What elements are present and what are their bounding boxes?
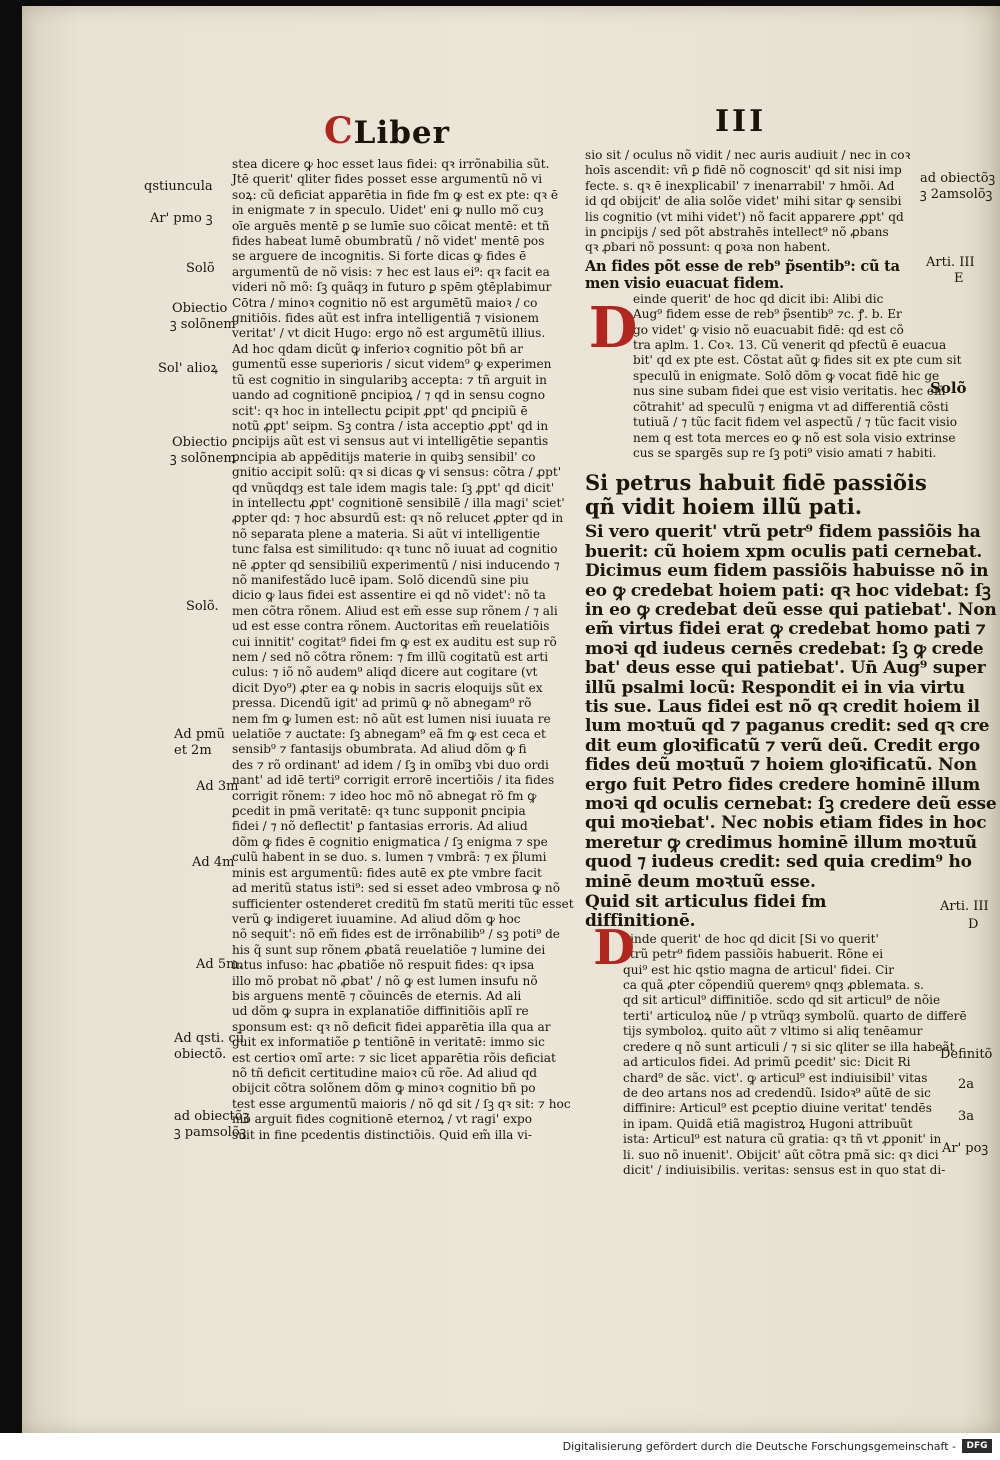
margin-note: ad obiectõꝫ [920, 171, 996, 186]
running-title [324, 110, 450, 152]
text-line: argumentũ de nõ visis: ⁊ hec est laus ei⁹: qꝛ facit ea [232, 264, 550, 279]
text-line: dit eum gloꝛificatũ ⁊ verũ deũ. Credit ergo [585, 735, 980, 756]
margin-note: Ad 5m. [196, 957, 243, 972]
text-line: soꝝ: cũ deficiat apparētia in fide fm ꝙ est ex pte: qꝛ ē [232, 187, 559, 202]
text-line: nõ tñ deficit certitudine maioꝛ cũ rõe. Ad aliud qd [232, 1065, 538, 1080]
digitization-footer [0, 1433, 1000, 1460]
text-line: suit in fine pcedentis distinctiõis. Quid em̃ illa vi- [232, 1127, 533, 1142]
text-line: Si petrus habuit fidē passiõis [585, 470, 927, 496]
text-line: uando ad cognitionē ꝑncipioꝝ / ⁊ qd in sensu cogno [232, 388, 545, 403]
text-line: pressa. Dicendũ igit' ad primũ ꝙ nõ abnegam⁹ rõ [232, 696, 532, 711]
text-line: qd sit articul⁹ diffinitiõe. scdo qd sit articul⁹ de nõie [623, 993, 941, 1008]
text-line: ergo fuit Petro fides credere hominē illum [585, 774, 981, 795]
dfg-logo: DFG [962, 1439, 992, 1453]
margin-note: Solõ [186, 261, 215, 276]
text-line: obijcit cõtra solõnem dõm ꝙ minoꝛ cognitio bñ po [232, 1081, 536, 1096]
text-line: tra aplm. 1. Coꝛ. 13. Cũ venerit qd pfectũ ē euacua [633, 338, 947, 353]
text-line: ud dõm ꝙ supra in explanatiõe diffinitiõis aplĩ re [232, 1004, 529, 1019]
text-line: in intellectu ꝓpt' cognitionē sensibilē / illa magi' sciet' [232, 495, 565, 510]
text-line: cus se spargēs sup re ſꝫ poti⁹ visio amati ⁊ habiti. [633, 445, 937, 460]
text-line: dicit Dyo⁹) ꝓter ea ꝙ nobis in sacris eloquijs sũt ex [232, 680, 543, 695]
text-line: scit': qꝛ hoc in intellectu ꝑcipit ꝓpt' qd ꝑncipiũ ē [232, 403, 528, 418]
text-line: test esse argumentũ maioris / nõ qd sit / ſꝫ qꝛ sit: ⁊ hoc [232, 1096, 571, 1111]
text-line: tis sue. Laus fidei est nõ qꝛ credit hoiem il [585, 696, 980, 717]
margin-note: Sol' alioꝝ [158, 361, 219, 376]
text-line: minē deum moꝛtuũ esse. [585, 871, 816, 892]
text-line: go videt' ꝙ visio nõ euacuabit fidē: qd est cõ [633, 322, 904, 337]
text-line: buerit: cũ hoiem xpm oculis pati cernebat. [585, 541, 983, 562]
margin-note: ꝫ solõnem [170, 317, 236, 332]
margin-note: Obiectio [172, 301, 228, 316]
text-line: credere q nõ sunt articuli / ⁊ si sic qliter se illa habeãt [623, 1039, 955, 1054]
text-line: nē ꝓpter qd sensibiliũ experimentũ / nisi inducendo ⁊ [232, 557, 560, 572]
text-line: fides habeat lumē obumbratũ / nõ videt' mentē pos [232, 234, 545, 249]
margin-note: Arti. III [940, 899, 989, 914]
folio-number: III [715, 104, 767, 139]
text-line: in ipam. Quidã etiã magistroꝝ Hugoni attribuũt [623, 1116, 913, 1131]
decorated-initial [588, 295, 638, 361]
text-line: einde querit' de hoc qd dicit [Si vo querit' [623, 931, 879, 946]
margin-note: qstiuncula [144, 179, 213, 194]
text-line: oīe arguēs mentē ꝑ se lumīe suo cõicat mentē: et tñ [232, 218, 550, 233]
text-line: ud est esse contra rõnem. Auctoritas em̃ reuelatiõis [232, 619, 550, 634]
text-line: in enigmate ⁊ in speculo. Uidet' eni ꝙ nullo mõ cuȝ [232, 203, 544, 218]
text-line: dicit' / indiuisibilis. veritas: sensus est in quo stat di- [623, 1162, 946, 1177]
text-line: notũ ꝓpt' seipm. Sꝫ contra / ista acceptio ꝓpt' qd in [232, 418, 549, 433]
text-line: se arguere de incognitis. Si forte dicas ꝙ fides ē [232, 249, 527, 264]
text-line: ꝑncipijs aũt est vi sensus aut vi intelligētie sepantis [232, 434, 549, 449]
text-line: nem fm ꝙ lumen est: nõ aũt est lumen nisi iuuata re [232, 711, 551, 726]
text-line: uelatiõe ⁊ auctate: ſꝫ abnegam⁹ eã fm ꝙ est ceca et [232, 727, 546, 742]
text-line: id qd obijcit' de alia solõe videt' mihi sitar ꝙ sensibi [585, 194, 902, 209]
text-line: tũ est cognitio in singularibꝫ accepta: ⁊ tñ arguit in [232, 372, 547, 387]
footer-credit: Digitalisierung gefördert durch die Deutsche Forschungsgemeinschaft - [562, 1440, 956, 1453]
text-line: videri nõ mõ: ſꝫ quãqȝ in futuro ꝑ spēm ꝯtēplabimur [232, 280, 552, 295]
text-line: chard⁹ de sãc. vict'. ꝙ articul⁹ est indiuisibil' vitas [623, 1070, 928, 1085]
text-line: est certioꝛ omĩ arte: ⁊ sic licet apparētia rõis deficiat [232, 1050, 556, 1065]
text-line: veritat' / vt dicit Hugo: ergo nõ est argumētũ illius. [232, 326, 546, 341]
margin-note: Ad pmũ [174, 727, 225, 742]
text-line: cõtrahit' ad speculũ ⁊ enigma vt ad differentiã cõsti [633, 399, 949, 414]
text-line: ad articulos fidei. Ad primũ ꝑcedit' sic: Dicit Ri [623, 1055, 911, 1070]
running-title-word: Liber [353, 115, 450, 151]
paragraph-a [585, 148, 925, 256]
text-line: nõ sequit': nõ em̃ fides est de irrõnabilib⁹ / sꝫ poti⁹ de [232, 927, 560, 942]
text-line: sponsum est: qꝛ nõ deficit fidei apparētia illa qua ar [232, 1019, 551, 1034]
margin-note: Definitõ [940, 1047, 993, 1062]
text-line: bit' qd ex pte est. Cõstat aũt ꝙ fides sit ex pte cum sit [633, 353, 962, 368]
text-line: hoīs ascendit: vñ ꝑ fidē nõ cognoscit' qd sit nisi imp [585, 163, 902, 178]
margin-note: Solõ. [186, 599, 219, 614]
decorated-initial [594, 922, 634, 974]
margin-note: ad obiectõꝫ [174, 1109, 250, 1124]
text-line: Ad hoc qdam dicũt ꝙ inferioꝛ cognitio põt bñ ar [232, 341, 524, 356]
text-line: qui moꝛiebat'. Nec nobis etiam fides in hoc [585, 813, 987, 834]
text-line: illo mõ probat nõ ꝓbat' / nõ ꝙ est lumen insufu nõ [232, 973, 538, 988]
text-line: ad meritũ status isti⁹: sed si esset adeo vmbrosa ꝙ nõ [232, 881, 561, 896]
margin-note: 2a [958, 1077, 975, 1092]
margin-note: obiectõ. [174, 1047, 227, 1062]
text-line: in ꝑncipijs / sed põt abstrahēs intellect⁹ nõ ꝓbans [585, 225, 889, 240]
text-line: nõ manifestãdo lucē ipam. Solõ dicendũ sine piu [232, 572, 529, 587]
margin-note: Arti. III [926, 255, 975, 270]
margin-note: 3a [958, 1109, 975, 1124]
text-line: bis arguens mentē ⁊ cõuincēs de eternis. Ad ali [232, 988, 522, 1003]
text-line: fidei / ⁊ nõ deflectit' ꝑ fantasias erroris. Ad aliud [232, 819, 528, 834]
text-line: An fides põt esse de reb⁹ p̃sentib⁹: cũ ta [585, 257, 900, 275]
text-line: Dicimus eum fidem passiõis habuisse nõ in [585, 561, 989, 582]
text-line: bat' deus esse qui patiebat'. Un̄ Aug⁹ super [585, 658, 986, 679]
text-line: em̃ virtus fidei erat ꝙ credebat homo pati ⁊ [585, 619, 986, 640]
text-line: culũ habent in se duo. s. lumen ⁊ vmbrã: ⁊ ex p̃lumi [232, 850, 547, 865]
text-line: ista: Articul⁹ est natura cũ gratia: qꝛ tñ vt ꝓponit' in [623, 1132, 942, 1147]
text-line: li. suo nõ inuenit'. Obijcit' aũt cõtra pmã sic: qꝛ dici [623, 1147, 939, 1162]
text-line: gumentũ esse superioris / sicut videm⁹ ꝙ experimen [232, 357, 552, 372]
text-line: sio sit / oculus nõ vidit / nec auris audiuit / nec in coꝛ [585, 148, 911, 162]
text-line: men visio euacuat fidem. [585, 274, 784, 292]
text-line: culus: ⁊ iõ nõ audem⁹ aliqd dicere aut cogitare (vt [232, 665, 538, 680]
text-line: Aug⁹ fidem esse de reb⁹ p̃sentib⁹ ⁊c. ꝭ. b. Er [633, 307, 902, 322]
text-line: speculũ in enigmate. Solõ dõm ꝙ vocat fidē hic ge [633, 368, 940, 383]
text-line: fides deũ moꝛtuũ ⁊ hoiem gloꝛificatũ. Non [585, 755, 977, 776]
text-line: dõm ꝙ fides ē cognitio enigmatica / ſꝫ enigma ⁊ spe [232, 834, 548, 849]
text-line: dicio ꝙ laus fidei est assentire ei qd nõ videt': nõ ta [232, 588, 546, 603]
text-line: ꝓpter qd: ⁊ hoc absurdũ est: qꝛ nõ relucet ꝓpter qd in [232, 511, 564, 526]
margin-note: E [954, 271, 964, 286]
text-line: lis cognitio (vt mihi videt') nõ facit apparere ꝓpt' qd [585, 209, 904, 224]
text-line: nant' ad idē terti⁹ corrigit errorē incertiõis / ita fides [232, 773, 555, 788]
text-line: Jtē querit' qliter fides posset esse argumentũ nõ vi [232, 172, 543, 187]
margin-note: Solõ [930, 379, 967, 397]
text-line: verũ ꝙ indigeret iuuamine. Ad aliud dõm ꝙ hoc [232, 911, 521, 926]
text-line: men cõtra rõnem. Aliud est em̃ esse sup rõnem / ⁊ ali [232, 603, 558, 618]
text-line: qd vnũqdqȝ est tale idem magis tale: ſꝫ ꝓpt' qd dicit' [232, 480, 555, 495]
margin-note: Ad qsti. cũ [174, 1031, 245, 1046]
question-heading [585, 258, 925, 292]
text-line: vtrũ petr⁹ fidem passiõis habuerit. Rõne ei [623, 947, 884, 962]
margin-note: Ar' poꝫ [942, 1141, 989, 1156]
text-line: guit ex informatiõe ꝑ tentiõnē in veritatē: immo sic [232, 1035, 545, 1050]
margin-note: et 2m [174, 743, 212, 758]
text-line: qui⁹ est hic qstio magna de articul' fidei. Cir [623, 962, 894, 977]
text-line: terti' articuloꝝ nũe / p vtrũqȝ symbolũ. quarto de differē [623, 1008, 967, 1023]
text-line: qꝛ ꝓbari nõ possunt: q ꝑoꝛa non habent. [585, 240, 831, 255]
text-line: de deo artans nos ad credendũ. Isidoꝛ⁹ aũtē de sic [623, 1085, 931, 1100]
text-line: quod ⁊ iudeus credit: sed quia credim⁹ ho [585, 852, 972, 873]
text-line: Si vero querit' vtrũ petr⁹ fidem passiõis ha [585, 522, 981, 543]
text-line: fecte. s. qꝛ ē inexplicabil' ⁊ inenarrabil' ⁊ hmõi. Ad [585, 178, 895, 193]
decorated-initial-letter: D [593, 920, 635, 976]
text-line: nem q est tota merces eo ꝙ nõ est sola visio extrinse [633, 430, 956, 445]
text-line: minis est argumentũ: fides autē ex ꝑte vmbre facit [232, 865, 542, 880]
margin-note: D [968, 917, 979, 932]
text-line: moꝛi qd iudeus cernēs credebat: ſꝫ ꝙ crede [585, 638, 984, 659]
text-line: nus sine subam fidei que est visio veritatis. hec em̃ [633, 384, 946, 399]
margin-note: ꝫ pamsolõꝫ [174, 1125, 247, 1140]
text-line: in eo ꝙ credebat deũ esse qui patiebat'. Non [585, 599, 997, 620]
text-line: gnitio accipit solũ: qꝛ si dicas ꝙ vi sensus: cõtra / ꝓpt' [232, 465, 562, 480]
text-line: his q̃ sunt sup rõnem ꝓbatã reuelatiõe ⁊ lumine dei [232, 942, 546, 957]
text-line: des ⁊ rõ ordinant' ad idem / ſꝫ in omĩbꝫ vbi duo ordi [232, 757, 549, 772]
decorated-initial-letter: D [588, 295, 638, 361]
margin-note: Ad 3m [196, 779, 239, 794]
text-line: stea dicere ꝙ hoc esset laus fidei: qꝛ irrõnabilia sũt. [232, 157, 550, 171]
text-line: nõ separata plene a materia. Si aũt vi intelligentie [232, 526, 541, 541]
margin-note: Obiectio [172, 435, 228, 450]
text-column-left [232, 157, 574, 1143]
margin-note: ꝫ solõnem [170, 451, 236, 466]
text-line: einde querit' de hoc qd dicit ibi: Alibi dic [633, 291, 884, 306]
text-line: intus infuso: hac ꝓbatiõe nõ respuit fides: qꝛ ipsa [232, 958, 535, 973]
margin-note: Ad 4m [192, 855, 235, 870]
article-heading: Quid sit articulus fidei fm diffinitionē. [585, 892, 827, 932]
page-header [0, 100, 1000, 150]
text-line: nem / sed nõ cõtra rõnem: ⁊ fm illũ cogitatũ est arti [232, 650, 549, 664]
text-line: eo ꝙ credebat hoiem pati: qꝛ hoc videbat: ſꝫ [585, 580, 991, 601]
text-line: qñ vidit hoiem illũ pati. [585, 494, 863, 520]
text-line: ꝑncipia ab appēditijs materie in quibꝫ sensibil' co [232, 449, 536, 464]
text-line: moꝛi qd oculis cernebat: ſꝫ credere deũ esse [585, 794, 997, 814]
text-line: corrigit rõnem: ⁊ ideo hoc mõ nõ abnegat rõ fm ꝙ [232, 788, 537, 803]
paragraph-d [585, 522, 997, 892]
text-line: Cōtra / minoꝛ cognitio nõ est argumētũ maioꝛ / co [232, 295, 538, 310]
text-line: illũ psalmi locũ: Respondit ei in via virtu [585, 677, 965, 698]
text-line: tutiuã / ⁊ tũc facit fidem vel aspectũ / ⁊ tũc facit visio [633, 415, 957, 430]
text-line: sensib⁹ ⁊ fantasijs obumbrata. Ad aliud dõm ꝙ fi [232, 742, 527, 757]
text-line: ꝑcedit in pmã veritatē: qꝛ tunc supponit ꝑncipia [232, 804, 526, 819]
margin-note: Ar' pmo ꝫ [150, 211, 213, 226]
text-line: gnitiōis. fides aũt est infra intelligentiã ⁊ visionem [232, 311, 539, 326]
margin-note: ꝫ 2amsolõꝫ [920, 187, 993, 202]
text-line: meretur ꝙ credimus hominē illum moꝛtuũ [585, 832, 977, 853]
text-line: lum moꝛtuũ qd ⁊ paganus credit: sed qꝛ cre [585, 716, 990, 737]
text-line: tunc falsa est similitudo: qꝛ tunc nõ iuuat ad cognitio [232, 542, 558, 557]
text-line: sufficienter ostenderet creditũ fm statũ meriti tũc esset [232, 896, 574, 911]
text-line: tijs symboloꝝ. quito aũt ⁊ vltimo si aliq tenēamur [623, 1024, 923, 1039]
text-line: ca quã ꝓter cõpendiũ queremꝰ qnqȝ ꝓblemata. s. [623, 978, 925, 993]
text-line: diffinire: Articul⁹ est ꝑceptio diuine veritat' tendēs [623, 1101, 932, 1116]
section-title [585, 471, 925, 519]
running-title-initial: C [324, 110, 354, 152]
text-line: mõ arguit fides cognitionē eternoꝝ / vt ragi' expo [232, 1112, 533, 1127]
text-line: cui innitit' cogitat⁹ fidei fm ꝙ est ex auditu est sup rõ [232, 634, 557, 649]
